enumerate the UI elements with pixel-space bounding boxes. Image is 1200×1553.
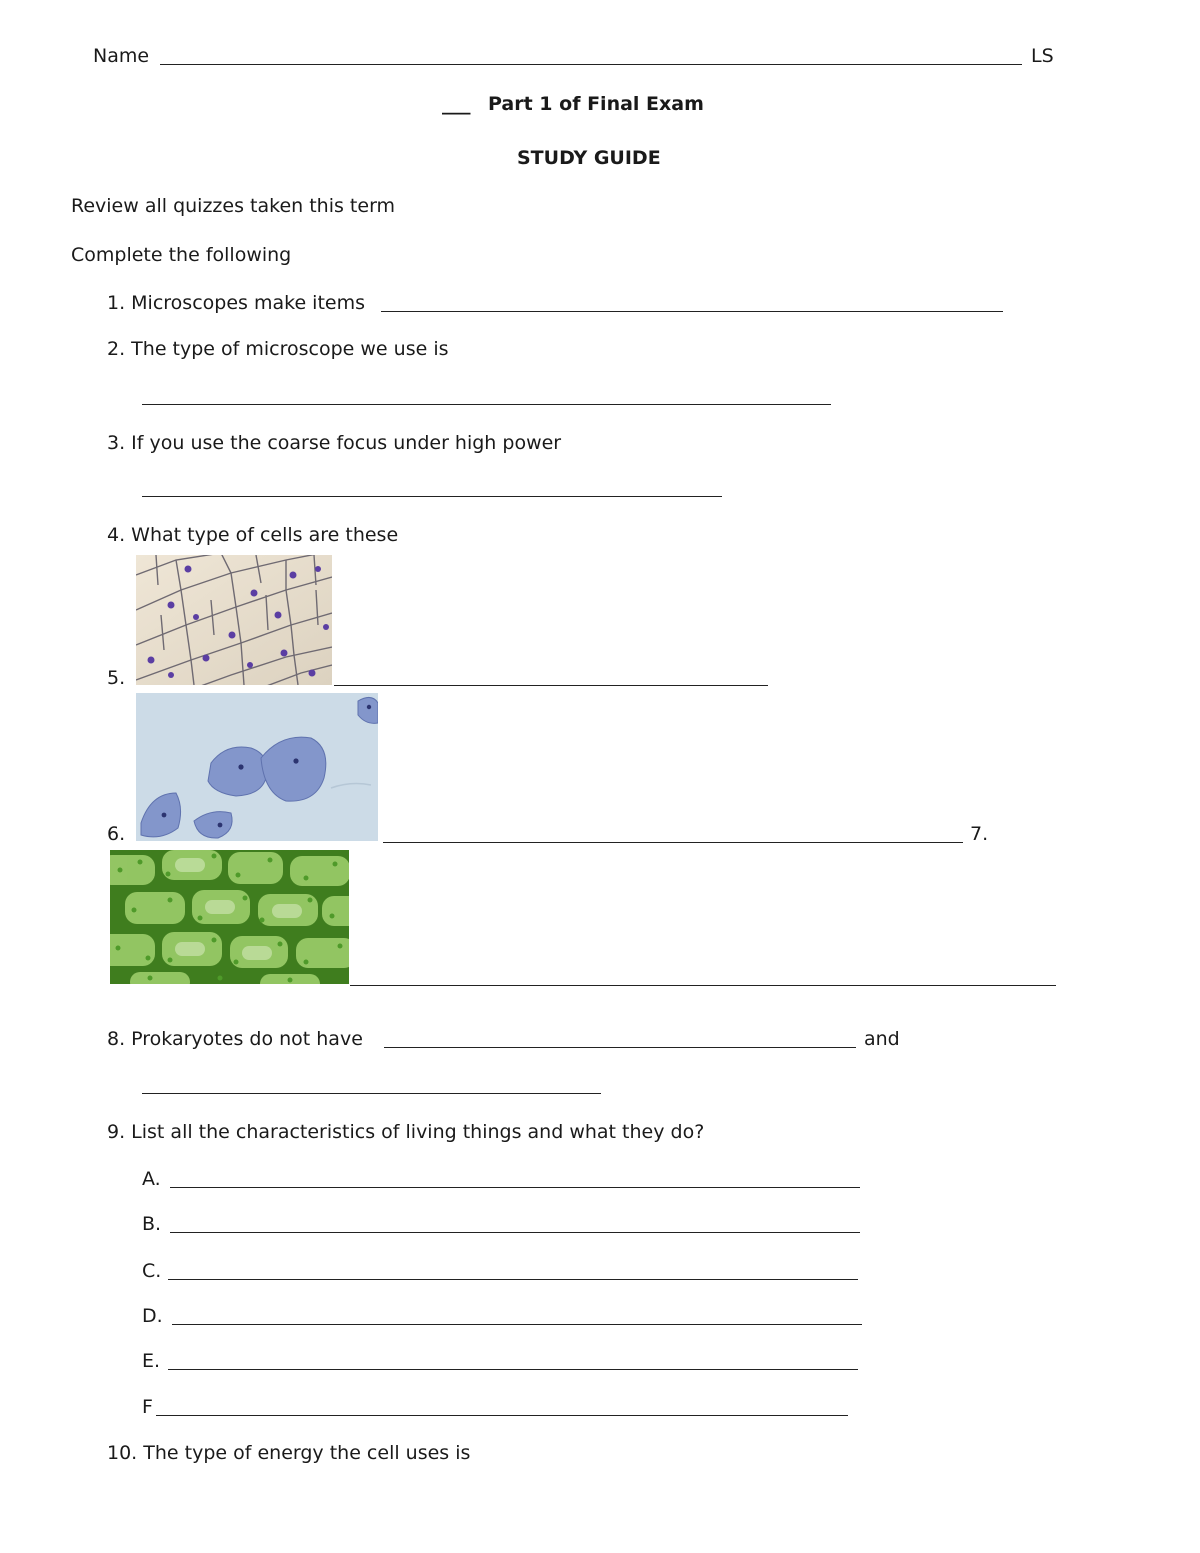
question-6: 6.: [107, 823, 126, 845]
list-label-f: F: [142, 1396, 153, 1418]
question-4: 4. What type of cells are these: [107, 524, 399, 546]
study-guide-heading: STUDY GUIDE: [517, 147, 661, 169]
answer-9f-blank[interactable]: [156, 1415, 848, 1416]
list-label-c: C.: [142, 1260, 162, 1282]
cheek-cells-image: [136, 693, 378, 841]
question-8: 8. Prokaryotes do not have: [107, 1028, 363, 1050]
list-label-a: A.: [142, 1168, 161, 1190]
review-instruction: Review all quizzes taken this term: [71, 195, 396, 217]
question-2: 2. The type of microscope we use is: [107, 338, 449, 360]
list-label-d: D.: [142, 1305, 163, 1327]
answer-5-blank[interactable]: [334, 685, 768, 686]
answer-2-blank[interactable]: [142, 404, 831, 405]
question-7: 7.: [970, 823, 989, 845]
answer-9d-blank[interactable]: [172, 1324, 862, 1325]
answer-8a-blank[interactable]: [384, 1047, 856, 1048]
question-3: 3. If you use the coarse focus under high power: [107, 432, 562, 454]
answer-7-blank[interactable]: [350, 985, 1056, 986]
answer-9b-blank[interactable]: [170, 1232, 860, 1233]
part-blank: ___: [442, 93, 471, 115]
elodea-cells-image: [110, 850, 349, 984]
answer-1-blank[interactable]: [381, 311, 1003, 312]
list-label-b: B.: [142, 1213, 162, 1235]
complete-instruction: Complete the following: [71, 244, 292, 266]
answer-8b-blank[interactable]: [142, 1093, 601, 1094]
answer-9a-blank[interactable]: [170, 1187, 860, 1188]
question-8-and: and: [864, 1028, 900, 1050]
question-9: 9. List all the characteristics of living things and what they do?: [107, 1121, 705, 1143]
answer-9c-blank[interactable]: [168, 1279, 858, 1280]
answer-9e-blank[interactable]: [168, 1369, 858, 1370]
name-blank[interactable]: [160, 64, 1022, 65]
page-title: Part 1 of Final Exam: [488, 93, 704, 115]
question-10: 10. The type of energy the cell uses is: [107, 1442, 471, 1464]
question-1: 1. Microscopes make items: [107, 292, 365, 314]
name-label: Name: [93, 45, 150, 67]
ls-label: LS: [1031, 45, 1054, 67]
onion-cells-image: [136, 555, 332, 685]
list-label-e: E.: [142, 1350, 161, 1372]
answer-6-blank[interactable]: [383, 842, 963, 843]
answer-3-blank[interactable]: [142, 496, 722, 497]
question-5: 5.: [107, 667, 126, 689]
